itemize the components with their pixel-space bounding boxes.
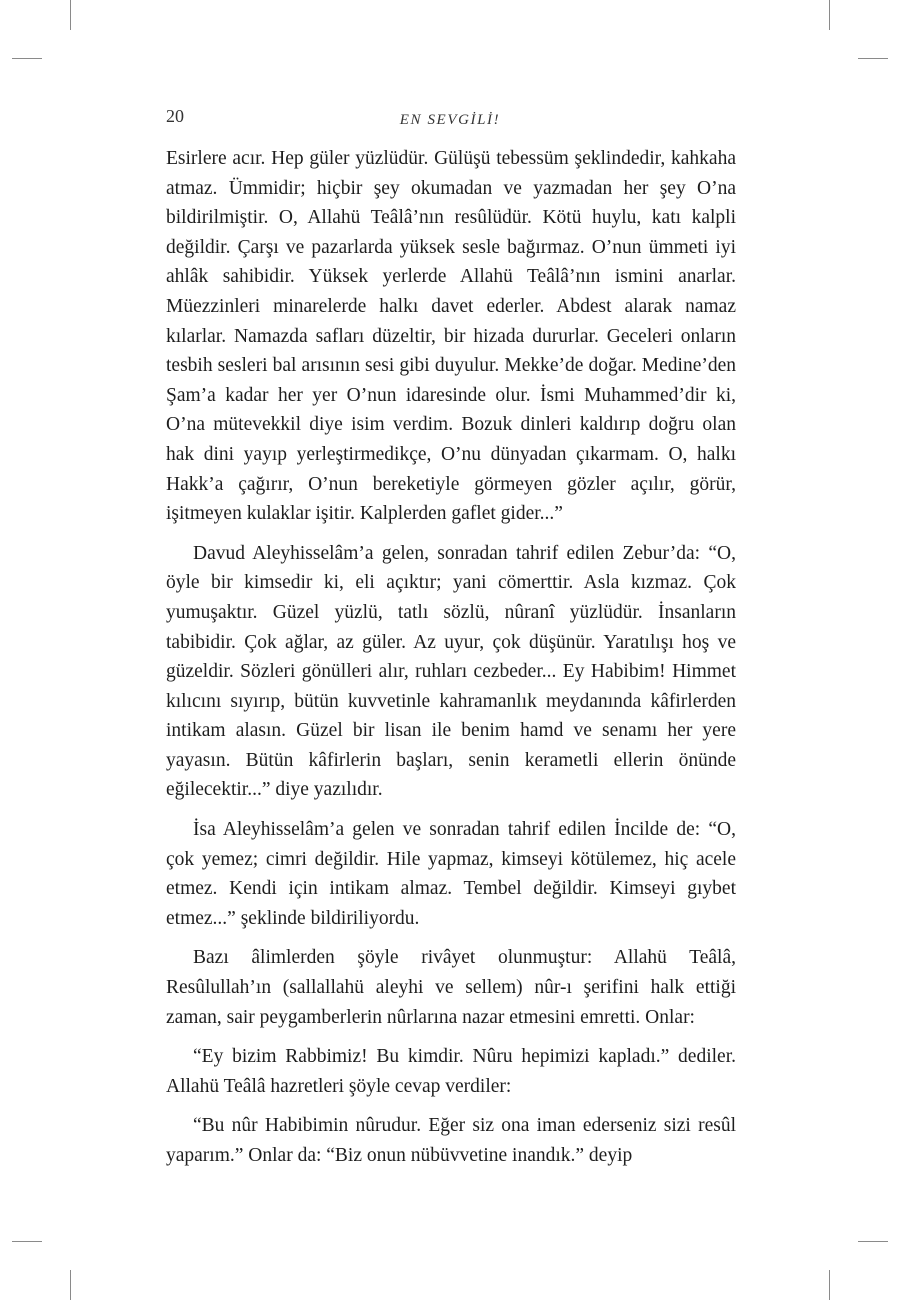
crop-mark-bottom-left [70, 1270, 71, 1300]
paragraph: Esirlere acır. Hep güler yüzlüdür. Gülüşü tebessüm şeklindedir, kahkaha atmaz. Ümmidir; hiçbir şey okumadan ve yazmadan her şey O’na bildirilmiştir. O, Allahü Teâlâ’nın resûlüdür. Kötü huylu, katı kalpli değildir. Çarşı ve pazarlarda yüksek sesle bağırmaz. O’nun ümmeti iyi ahlâk sahibidir. Yüksek yerlerde Allahü Teâlâ’nın ismini anarlar. Müezzinleri minarelerde halkı davet ederler. Abdest alarak namaz kılarlar. Namazda safları düzeltir, bir hizada dururlar. Geceleri onların tesbih sesleri bal arısının sesi gibi duyulur. Mekke’de doğar. Medine’den Şam’a kadar her yer O’nun idaresinde olur. İsmi Muhammed’dir ki, O’na mütevekkil diye isim verdim. Bozuk dinleri kaldırıp doğru olan hak dini yayıp yerleştirmedikçe, O’nu dünyadan çıkarmam. O, halkı Hakk’a çağırır, O’nun bereketiyle görmeyen gözler açılır, görür, işitmeyen kulaklar işitir. Kalplerden gaflet gider...” [166, 148, 736, 525]
crop-mark-top-right [829, 0, 830, 30]
crop-mark-right-upper [858, 58, 888, 59]
body-text [166, 144, 736, 1181]
running-title: EN SEVGİLİ! [399, 112, 501, 128]
crop-mark-left-lower [12, 1241, 42, 1242]
crop-mark-left-upper [12, 58, 42, 59]
crop-mark-right-lower [858, 1241, 888, 1242]
paragraph: Davud Aleyhisselâm’a gelen, sonradan tahrif edilen Zebur’da: “O, öyle bir kimsedir ki, eli açıktır; yani cömerttir. Asla kızmaz. Çok yumuşaktır. Güzel yüzlü, tatlı sözlü, nûranî yüzlüdür. İnsanların tabibidir. Çok ağlar, az güler. Az uyur, çok düşünür. Yaratılışı hoş ve güzeldir. Sözleri gönülleri alır, ruhları cezbeder... Ey Habibim! Himmet kılıcını sıyırıp, bütün kuvvetinle kahramanlık meydanında kâfirlerden intikam alasın. Güzel bir lisan ile benim hamd ve senamı her yere yayasın. Bütün kâfirlerin başları, senin kerametli ellerin önünde eğilecektir...” diye yazılıdır. [166, 542, 736, 801]
paragraph: “Ey bizim Rabbimiz! Bu kimdir. Nûru hepimizi kapladı.” dediler. Allahü Teâlâ hazretleri şöyle cevap verdiler: [166, 1046, 736, 1097]
page-number: 20 [166, 106, 184, 126]
paragraph: İsa Aleyhisselâm’a gelen ve sonradan tahrif edilen İncilde de: “O, çok yemez; cimri değildir. Hile yapmaz, kimseyi kötülemez, hiç acele etmez. Kendi için intikam almaz. Tembel değildir. Kimseyi gıybet etmez...” şeklinde bildiriliyordu. [166, 819, 736, 929]
paragraph: Bazı âlimlerden şöyle rivâyet olunmuştur: Allahü Teâlâ, Resûlullah’ın (sallallahü aleyhi ve sellem) nûr-ı şerifini halk ettiği zaman, sair peygamberlerin nûrlarına nazar etmesini emretti. Onlar: [166, 947, 736, 1028]
crop-mark-bottom-right [829, 1270, 830, 1300]
crop-mark-top-left [70, 0, 71, 30]
paragraph: “Bu nûr Habibimin nûrudur. Eğer siz ona iman ederseniz sizi resûl yaparım.” Onlar da: “Biz onun nübüvvetine inandık.” deyip [166, 1115, 736, 1166]
